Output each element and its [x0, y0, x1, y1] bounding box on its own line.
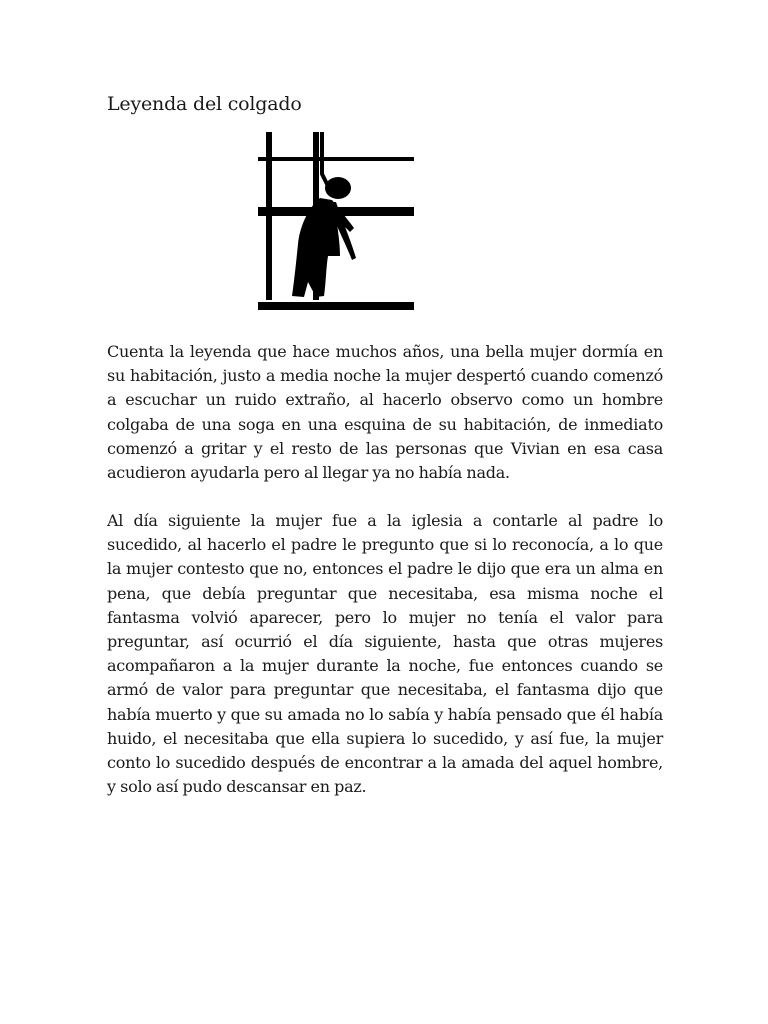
hanged-man-silhouette-icon — [258, 132, 414, 312]
paragraph: Al día siguiente la mujer fue a la iglesia a contarle al padre lo sucedido, al hacerlo el padre le pregunto que si lo reconocía, a lo que la mujer contesto que no, entonces el padre le dijo que era un alma en pena, que debía preguntar que necesitaba, esa misma noche el fantasma volvió aparecer, pero lo mujer no tenía el valor para preguntar, así ocurrió el día siguiente, hasta que otras mujeres acompañaron a la mujer durante la noche, fue entonces cuando se armó de valor para preguntar que necesitaba, el fantasma dijo que había muerto y que su amada no lo sabía y había pensado que él había huido, el necesitaba que ella supiera lo sucedido, y así fue, la mujer conto lo sucedido después de encontrar a la amada del aquel hombre, y solo así pudo descansar en paz. — [107, 511, 663, 797]
hanged-man-silhouette-icon — [258, 132, 414, 312]
document-title: Leyenda del colgado — [107, 93, 302, 115]
paragraph: Cuenta la leyenda que hace muchos años, una bella mujer dormía en su habitación, justo a media noche la mujer despertó cuando comenzó a escuchar un ruido extraño, al hacerlo observo como un hombre colgaba de una soga en una esquina de su habitación, de inmediato comenzó a gritar y el resto de las personas que Vivian en esa casa acudieron ayudarla pero al llegar ya no había nada. — [107, 342, 663, 483]
